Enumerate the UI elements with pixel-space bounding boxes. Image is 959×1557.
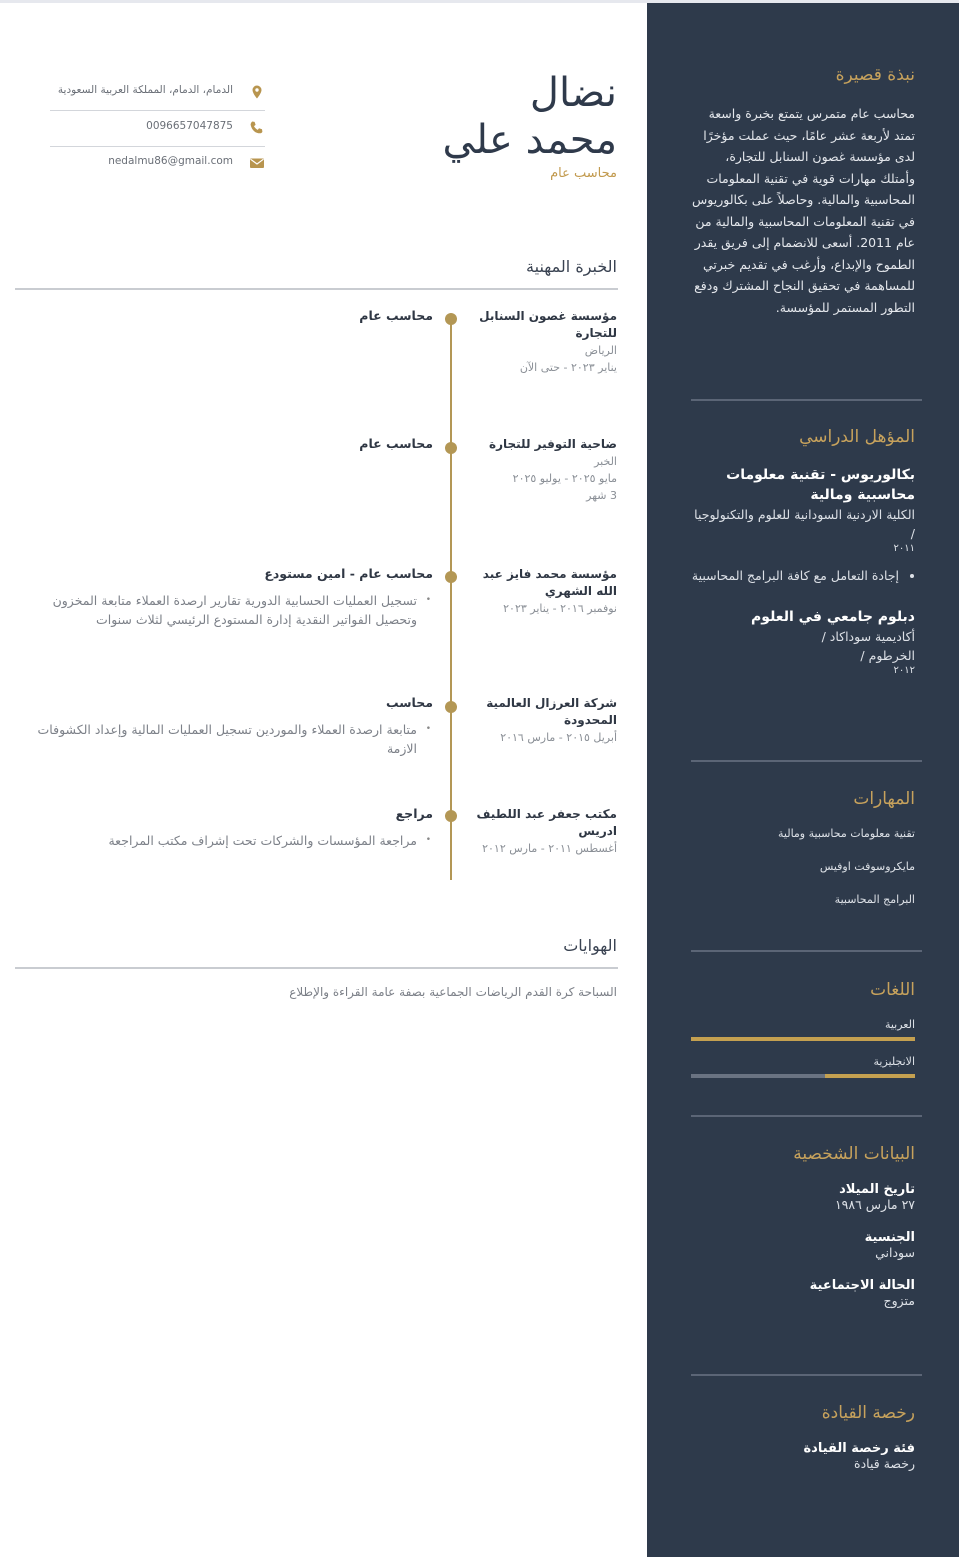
education-bullet: • إجادة التعامل مع كافة البرامج المحاسبية (691, 566, 899, 585)
sidebar-divider (691, 1115, 922, 1117)
company-name: مكتب جعفر عبد اللطيف ادريس (476, 807, 617, 838)
skill-item: البرامج المحاسبية (834, 893, 915, 906)
language-name: العربية (884, 1018, 915, 1031)
license-title: رخصة القيادة (821, 1403, 915, 1423)
position-description (33, 831, 433, 850)
education-year: ٢٠١١ (893, 543, 915, 554)
education-title: المؤهل الدراسي (799, 427, 915, 447)
experience-divider (15, 288, 618, 290)
job-title: محاسب عام (550, 166, 617, 181)
skills-section (691, 789, 915, 926)
position-description (33, 720, 433, 758)
license-section (691, 1403, 915, 1489)
personal-value: سوداني (875, 1245, 915, 1260)
company-name: ضاحية التوفير للتجارة (489, 437, 617, 451)
envelope-icon (249, 155, 265, 171)
experience-item-4-meta (467, 695, 617, 746)
hobbies-title: الهوايات (563, 936, 617, 955)
languages-title: اللغات (870, 980, 915, 1000)
company-name: مؤسسة محمد فايز عبد الله الشهري (482, 567, 617, 598)
education-degree: دبلوم جامعي في العلوم (751, 609, 915, 625)
phone-text: 0096657047875 (146, 120, 233, 132)
personal-title: البيانات الشخصية (793, 1144, 915, 1164)
candidate-name (442, 70, 617, 164)
phone-icon (249, 120, 265, 136)
company-name: شركة العرزال العالمية المحدودة (486, 696, 617, 727)
description-item: • تسجيل العمليات الحسابية الدورية تقارير ارصدة العملاء متابعة المخزون وتحصيل الفواتير النقدية إدارة المستودع الرئيسي لثلاث سنوات (33, 591, 417, 629)
personal-section (691, 1144, 915, 1326)
timeline-dot (445, 313, 457, 325)
sidebar-divider (691, 1374, 922, 1376)
experience-item-3-meta (467, 566, 617, 617)
position-title: محاسب (386, 695, 433, 710)
language-name: الانجليزية (873, 1055, 915, 1068)
personal-value: ٢٧ مارس ١٩٨٦ (834, 1197, 915, 1212)
language-level-bar (691, 1074, 915, 1078)
timeline-dot (445, 442, 457, 454)
address-text: الدمام، الدمام، المملكة العربية السعودية (57, 84, 233, 96)
experience-item-1-body (33, 308, 433, 323)
education-bullets (691, 566, 915, 585)
description-item: • مراجعة المؤسسات والشركات تحت إشراف مكتب المراجعة (33, 831, 417, 850)
work-duration: 3 شهر (586, 489, 617, 502)
experience-item-1-meta (467, 308, 617, 376)
timeline-dot (445, 810, 457, 822)
company-city: الخبر (594, 455, 617, 468)
name-last: محمد علي (442, 117, 617, 163)
contact-phone (50, 116, 265, 147)
position-title: محاسب عام (359, 308, 433, 323)
work-dates: نوفمبر ٢٠١٦ - يناير ٢٠٢٣ (503, 602, 617, 615)
location-pin-icon (249, 84, 265, 100)
sidebar-divider (691, 950, 922, 952)
personal-label: الجنسية (864, 1230, 915, 1245)
education-institution: أكاديمية سوداكاد / (821, 629, 915, 644)
about-title: نبذة قصيرة (835, 65, 915, 85)
experience-item-2-body (33, 436, 433, 451)
name-first: نضال (529, 70, 617, 116)
experience-title: الخبرة المهنية (526, 257, 617, 276)
education-section (691, 427, 915, 676)
email-text: nedalmu86@gmail.com (108, 155, 233, 167)
sidebar-divider (691, 760, 922, 762)
position-title: محاسب عام - امين مستودع (264, 566, 433, 581)
work-dates: مايو ٢٠٢٥ - يوليو ٢٠٢٥ (512, 472, 617, 485)
timeline-dot (445, 701, 457, 713)
personal-label: الحالة الاجتماعية (809, 1278, 915, 1293)
hobbies-divider (15, 967, 618, 969)
sidebar-divider (691, 399, 922, 401)
language-level-fill (691, 1037, 915, 1041)
skills-title: المهارات (853, 789, 915, 809)
language-level-bar (691, 1037, 915, 1041)
experience-item-5-meta (467, 806, 617, 857)
company-name: مؤسسة غصون السنابل للتجارة (479, 309, 617, 340)
experience-item-3-body (33, 566, 433, 629)
skill-item: مايكروسوفت اوفيس (819, 860, 915, 873)
hobbies-text: السباحة كرة القدم الرياضات الجماعية بصفة عامة القراءة والإطلاع (289, 985, 617, 999)
description-item: • متابعة ارصدة العملاء والموردين تسجيل العمليات المالية وإعداد الكشوفات الازمة (33, 720, 417, 758)
position-description (33, 591, 433, 629)
experience-item-2-meta (467, 436, 617, 504)
work-dates: أغسطس ٢٠١١ - مارس ٢٠١٢ (482, 842, 617, 855)
company-city: الرياض (584, 344, 617, 357)
contact-address (50, 80, 265, 111)
education-degree: بكالوريوس - تقنية معلومات محاسبية ومالية (726, 467, 915, 503)
sidebar (647, 3, 959, 1557)
experience-item-4-body (33, 695, 433, 758)
skill-item: تقنية معلومات محاسبية ومالية (778, 827, 915, 840)
education-year: ٢٠١٢ (893, 665, 915, 676)
education-city: الخرطوم / (860, 648, 915, 663)
about-section (691, 65, 915, 318)
license-value: رخصة قيادة (854, 1456, 915, 1471)
experience-item-5-body (33, 806, 433, 850)
work-dates: أبريل ٢٠١٥ - مارس ٢٠١٦ (500, 731, 617, 744)
education-institution: الكلية الاردنية السودانية للعلوم والتكنولوجيا / (694, 507, 915, 541)
language-level-fill (825, 1074, 915, 1078)
timeline-dot (445, 571, 457, 583)
position-title: مراجع (395, 806, 433, 821)
license-label: فئة رخصة القيادة (803, 1441, 915, 1456)
about-text: محاسب عام متمرس يتمتع بخبرة واسعة تمتد لأربعة عشر عامًا، حيث عملت مؤخرًا لدى مؤسسة غصون السنابل للتجارة، وأمتلك مهارات قوية في تقنية المعلومات المحاسبية والمالية. وحاصلاً على بكالوريوس في تقنية المعلومات المحاسبية والمالية من عام 2011. أسعى للانضمام إلى فريق يقدر الطموح والإبداع، وأرغب في تقديم خبرتي للمساهمة في تحقيق النجاح المشترك ودفع التطور المستمر للمؤسسة. (692, 106, 915, 315)
languages-section (691, 980, 915, 1092)
contact-email (50, 151, 265, 181)
personal-label: تاريخ الميلاد (839, 1182, 915, 1197)
position-title: محاسب عام (359, 436, 433, 451)
personal-value: متزوج (883, 1293, 915, 1308)
experience-timeline (450, 318, 452, 880)
work-dates: يناير ٢٠٢٣ - حتى الآن (519, 361, 617, 374)
